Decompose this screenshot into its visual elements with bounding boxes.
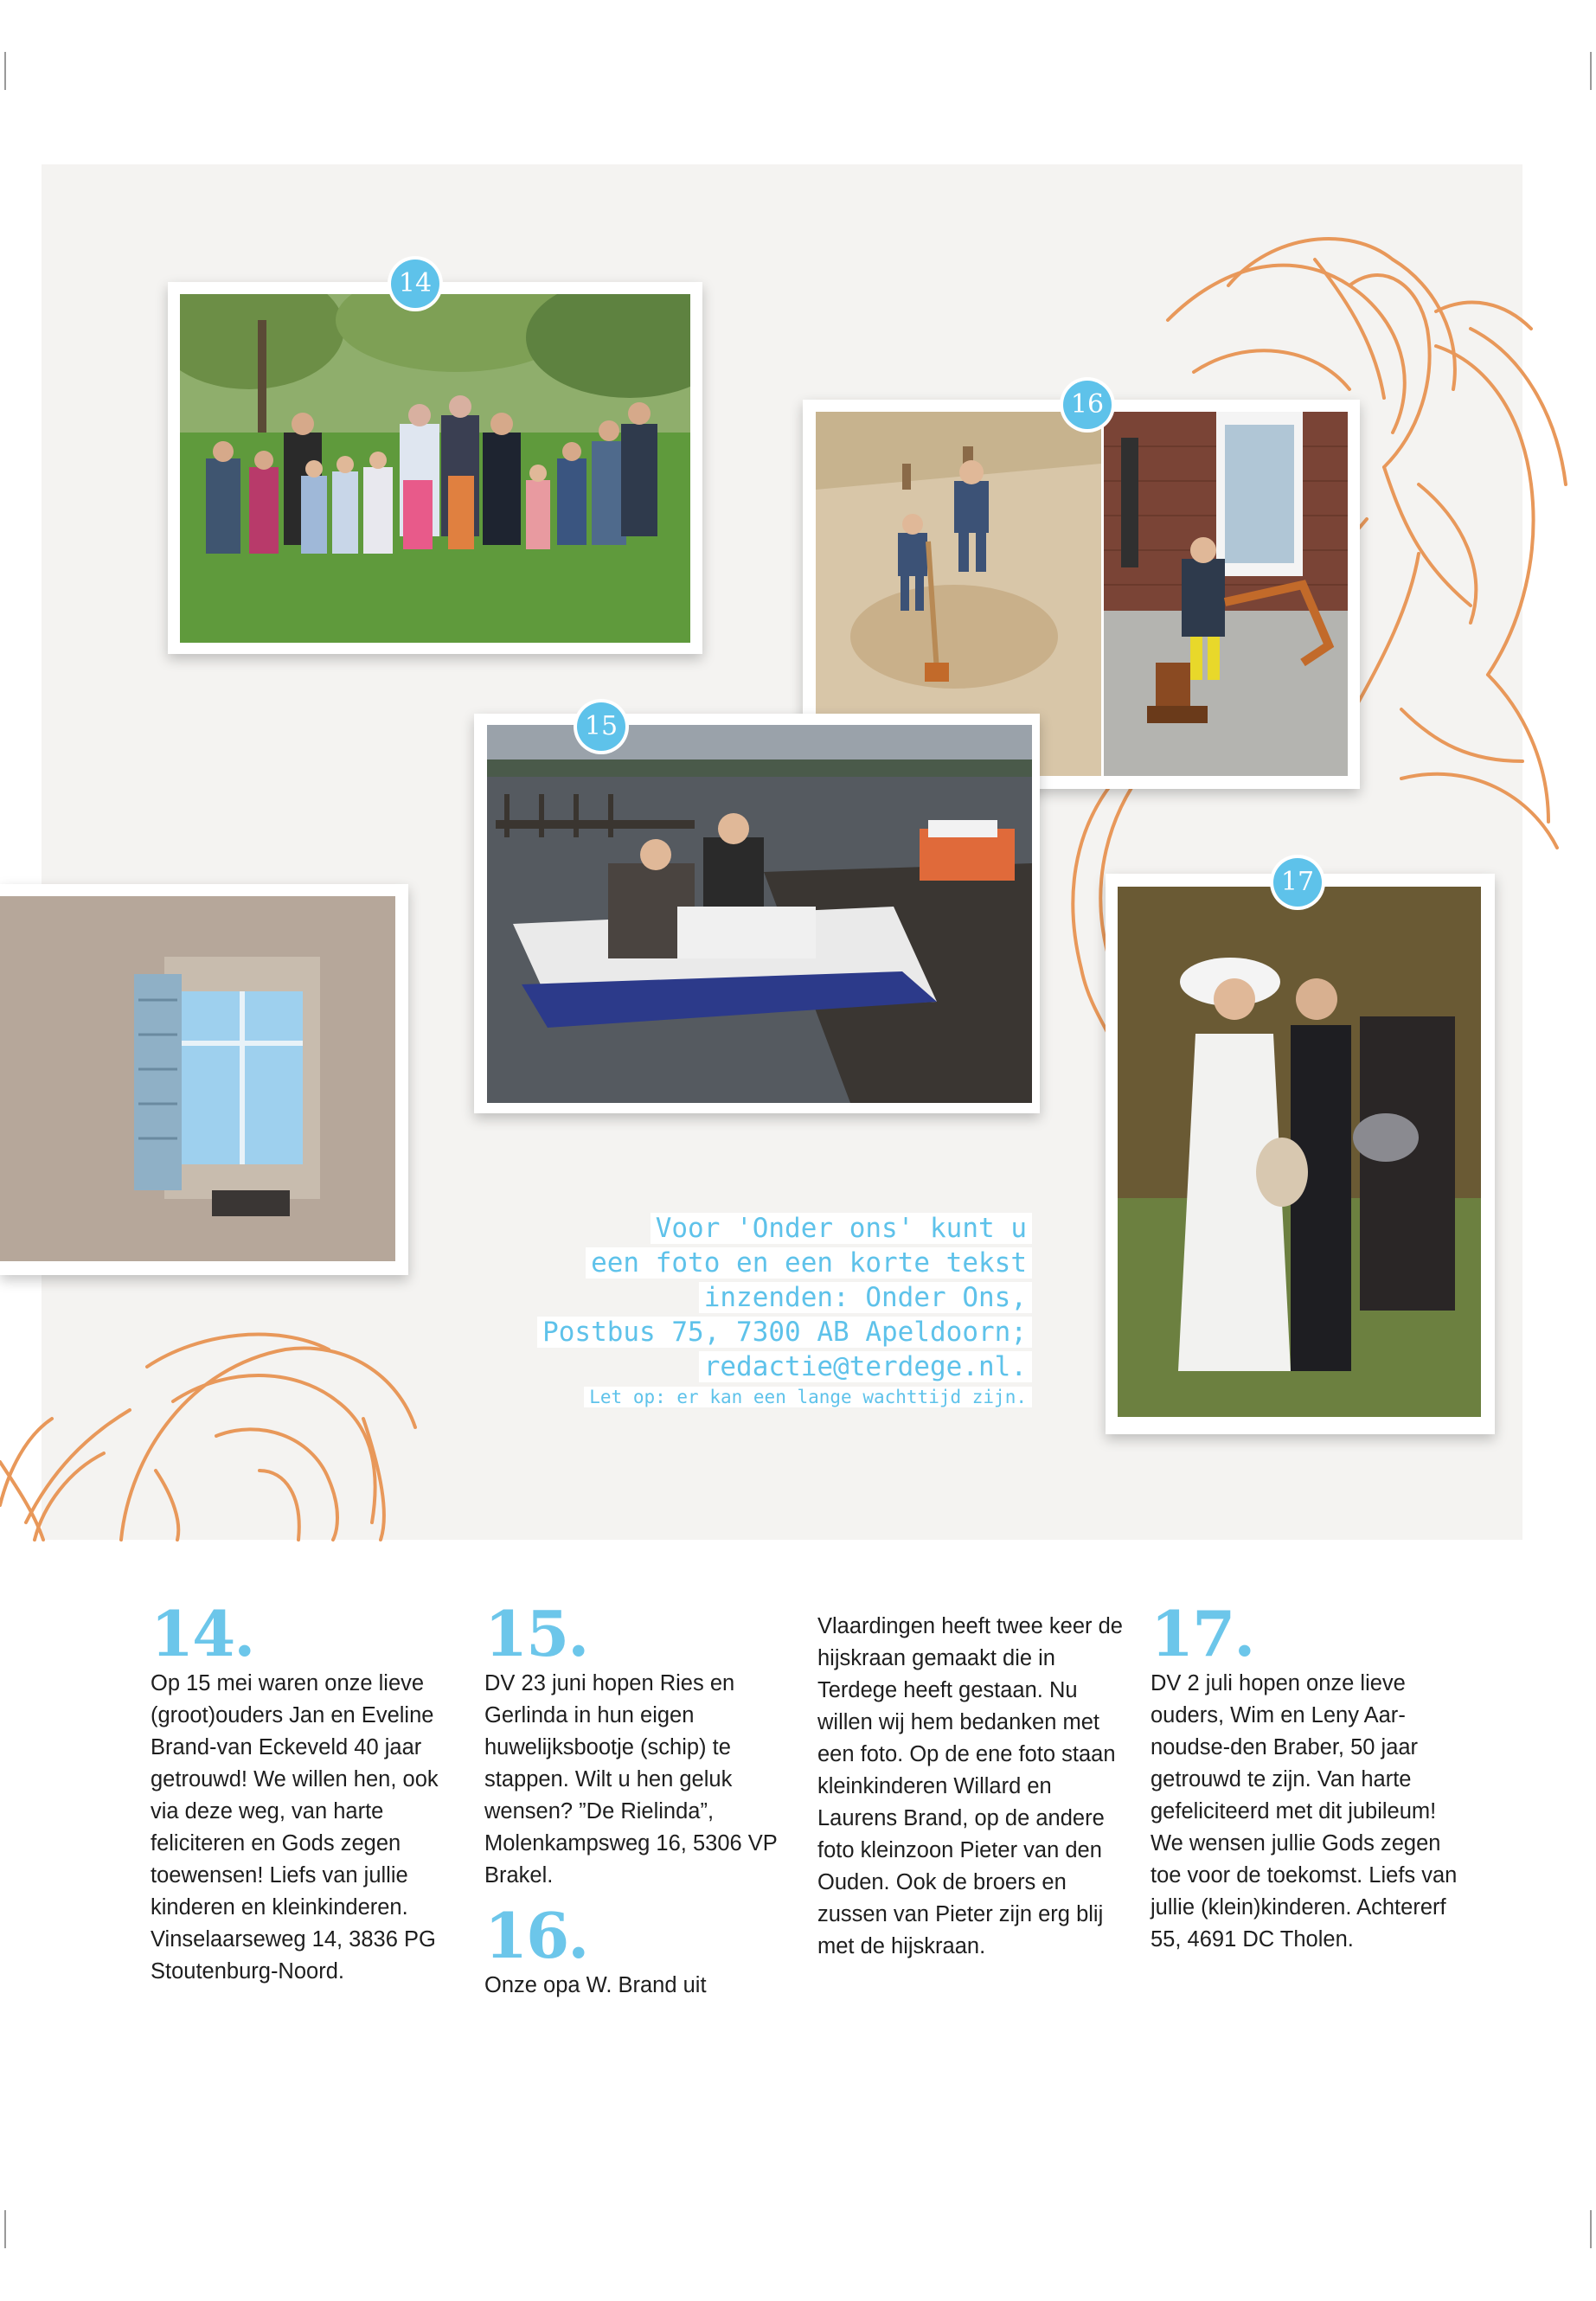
notice-line-1: Voor 'Onder ons' kunt u <box>537 1211 1032 1246</box>
notice-line-5: redactie@terdege.nl. <box>537 1349 1032 1384</box>
crop-mark-top-left <box>4 52 6 90</box>
window-photo <box>0 896 395 1261</box>
notice-line-4: Postbus 75, 7300 AB Apeldoorn; <box>537 1315 1032 1349</box>
wedding-photo-17 <box>1118 887 1481 1417</box>
notice-small: Let op: er kan een lange wachttijd zijn. <box>537 1384 1032 1410</box>
family-photo-14 <box>180 294 690 643</box>
article-17 <box>1151 1597 1462 1956</box>
article-text-15: DV 23 juni hopen Ries en Gerlinda in hun eigen huwelijksbootje (schip) te stappen. Wilt u hen geluk wensen? ”De Rielinda”, Molenkampsweg 16, 5306 VP Brakel. <box>484 1671 778 1888</box>
article-number-16: 16. <box>484 1899 588 1972</box>
badge-16: 16 <box>1063 381 1112 429</box>
article-14 <box>151 1597 462 1988</box>
boat-photo-15 <box>487 725 1032 1103</box>
digger-photo-16b <box>1104 412 1348 776</box>
notice-line-3: inzenden: Onder Ons, <box>537 1280 1032 1315</box>
crop-mark-bottom-left <box>4 2210 6 2248</box>
badge-14: 14 <box>391 260 439 308</box>
article-number-15: 15. <box>484 1597 588 1670</box>
article-text-16-start: Onze opa W. Brand uit <box>484 1973 707 1997</box>
badge-17: 17 <box>1273 858 1322 907</box>
article-text-14: Op 15 mei waren onze lieve (groot)ouders Jan en Eveline Brand-van Eckeveld 40 jaar getrouwd! We willen hen, ook via deze weg, van harte feliciteren en Gods zegen toewensen! Liefs van jullie kinderen en kleinkinderen. Vinselaarseweg 14, 3836 PG Stoutenburg-Noord. <box>151 1671 439 1984</box>
article-text-16-continued: Vlaardingen heeft twee keer de hijskraan gemaakt die in Terdege heeft gestaan. Nu willen wij hem bedanken met een foto. Op de ene foto staan kleinkinderen Willard en Laurens Brand, op de andere foto kleinzoon Pieter van den Ouden. Ook de broers en zussen van Pieter zijn erg blij met de hijskraan. <box>817 1614 1123 1958</box>
article-number-14: 14. <box>151 1597 254 1670</box>
article-15 <box>484 1597 796 2002</box>
article-number-17: 17. <box>1151 1597 1254 1670</box>
badge-15: 15 <box>577 702 625 751</box>
crop-mark-top-right <box>1590 52 1592 90</box>
article-16-continued <box>817 1611 1129 1963</box>
crop-mark-bottom-right <box>1590 2210 1592 2248</box>
article-text-17: DV 2 juli hopen onze lieve ouders, Wim en Leny Aarnoudse-den Braber, 50 jaar getrouwd te zijn. Van harte gefeliciteerd met dit jubileum! We wensen jullie Gods zegen toe voor de toekomst. Liefs van jullie (klein)kinderen. Achtererf 55, 4691 DC Tholen. <box>1151 1671 1458 1952</box>
submission-notice <box>537 1211 1032 1410</box>
notice-line-2: een foto en een korte tekst <box>537 1246 1032 1280</box>
